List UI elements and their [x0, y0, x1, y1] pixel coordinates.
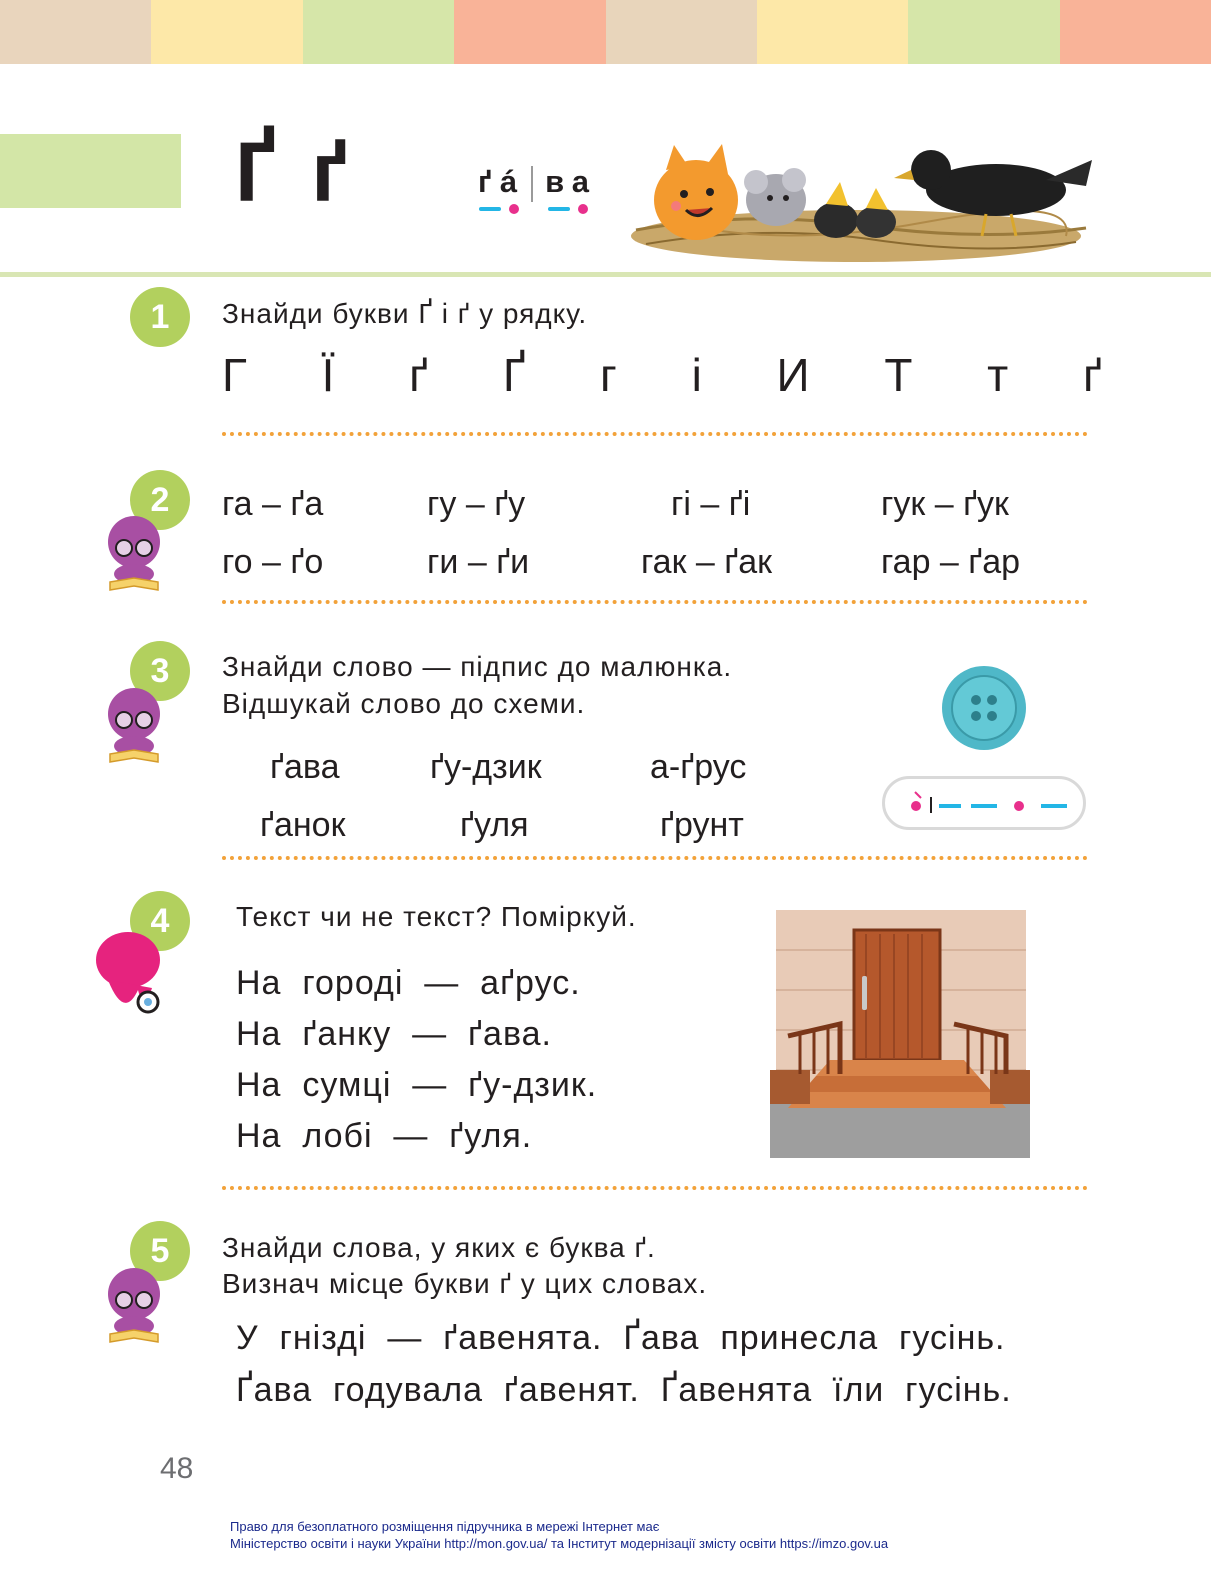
text-line: На ґанку — ґава.	[236, 1015, 552, 1053]
footer-line: Право для безоплатного розміщення підручника в мережі Інтернет має	[230, 1519, 660, 1534]
letter-row	[222, 349, 1102, 401]
consonant-dash	[548, 207, 570, 211]
strip-segment	[0, 0, 151, 64]
word-choices-grid	[222, 738, 822, 854]
pair-item: го – ґо	[222, 542, 324, 581]
strip-segment	[606, 0, 757, 64]
pair-item: гар – ґар	[881, 542, 1021, 581]
letter-item: т	[987, 349, 1009, 401]
consonant-dash	[479, 207, 501, 211]
page-number: 48	[160, 1452, 194, 1485]
pair-item: гі – ґі	[671, 484, 751, 523]
strip-segment	[1060, 0, 1211, 64]
letter-item: Т	[884, 349, 913, 401]
pair-row	[222, 533, 1062, 591]
syllable-text: ґá	[478, 164, 526, 199]
word-item: а-ґрус	[650, 747, 747, 786]
task-number-5: 5	[130, 1221, 190, 1281]
strip-segment	[303, 0, 454, 64]
button-icon	[940, 664, 1028, 752]
letter-item: ґ	[409, 349, 429, 401]
word-row	[222, 796, 822, 854]
story-line: У гнізді — ґавенята. Ґава принесла гусінь.	[236, 1319, 1006, 1357]
porch-door-icon	[770, 906, 1030, 1158]
footer-notice	[230, 1518, 888, 1552]
vowel-dot	[578, 204, 588, 214]
word-item: ґуля	[460, 805, 529, 844]
letter-item: Г	[222, 349, 247, 401]
cat-icon	[654, 144, 738, 240]
lesson-letters: Ґ ґ	[235, 125, 355, 219]
task-5-instruction-2: Визнач місце букви ґ у цих словах.	[222, 1268, 708, 1299]
dotted-separator	[222, 856, 1088, 860]
syllable-scheme-word	[472, 166, 597, 215]
reading-mascot-icon	[104, 684, 164, 770]
task-5-story	[236, 1312, 1012, 1416]
word-row	[222, 738, 822, 796]
task-3-instruction-1: Знайди слово — підпис до малюнка.	[222, 651, 733, 682]
letter-item: И	[776, 349, 810, 401]
letter-item: ґ	[1082, 349, 1102, 401]
syllable-pairs-grid	[222, 475, 1062, 591]
word-item: ґава	[270, 747, 340, 786]
header-green-block	[0, 134, 181, 208]
nest-illustration	[626, 140, 1096, 268]
dotted-separator	[222, 600, 1088, 604]
reading-mascot-icon	[104, 1264, 164, 1350]
task-4-instruction: Текст чи не текст? Поміркуй.	[236, 901, 637, 932]
story-line: Ґава годувала ґавенят. Ґавенята їли гусінь.	[236, 1371, 1012, 1409]
task-1-instruction: Знайди букви Ґ і ґ у рядку.	[222, 298, 588, 329]
dotted-separator	[222, 1186, 1088, 1190]
letter-item: Ґ	[502, 349, 526, 401]
syllable	[472, 166, 525, 215]
footer-line: Міністерство освіти і науки України http://mon.gov.ua/ та Інститут модернізації змісту освіти https://imzo.gov.ua	[230, 1536, 889, 1551]
syllable-divider	[531, 166, 533, 202]
task-4-text	[236, 958, 597, 1162]
word-item: ґанок	[260, 805, 346, 844]
word-item: ґу-дзик	[430, 747, 542, 786]
letter-item: г	[600, 349, 617, 401]
strip-segment	[908, 0, 1059, 64]
word-scheme-marks	[885, 779, 1083, 827]
syllable-marks	[548, 203, 588, 215]
task-number-2: 2	[130, 470, 190, 530]
top-color-strip	[0, 0, 1211, 64]
text-line: На городі — аґрус.	[236, 964, 581, 1002]
pair-item: га – ґа	[222, 484, 324, 523]
text-line: На сумці — ґу-дзик.	[236, 1066, 598, 1104]
reading-mascot-icon	[104, 512, 164, 598]
pair-item: ги – ґи	[427, 542, 530, 581]
syllable	[539, 166, 597, 215]
syllable-text: ва	[545, 164, 597, 199]
word-item: ґрунт	[660, 805, 744, 844]
pair-item: гу – ґу	[427, 484, 526, 523]
strip-segment	[757, 0, 908, 64]
letter-item: і	[691, 349, 702, 401]
strip-segment	[454, 0, 605, 64]
text-line: На лобі — ґуля.	[236, 1117, 533, 1155]
dotted-separator	[222, 432, 1088, 436]
task-3-instruction-2: Відшукай слово до схеми.	[222, 688, 586, 719]
task-number-1: 1	[130, 287, 190, 347]
strip-segment	[151, 0, 302, 64]
vowel-dot	[509, 204, 519, 214]
header-rule	[0, 272, 1211, 277]
letter-item: Ї	[321, 349, 335, 401]
word-scheme-box	[882, 776, 1086, 830]
pair-row	[222, 475, 1062, 533]
pair-item: гук – ґук	[881, 484, 1009, 523]
task-number-3: 3	[130, 641, 190, 701]
syllable-marks	[479, 203, 519, 215]
magnifier-mascot-icon	[94, 930, 168, 1022]
task-number-4: 4	[130, 891, 190, 951]
task-5-instruction-1: Знайди слова, у яких є буква ґ.	[222, 1232, 656, 1263]
pair-item: гак – ґак	[641, 542, 773, 581]
